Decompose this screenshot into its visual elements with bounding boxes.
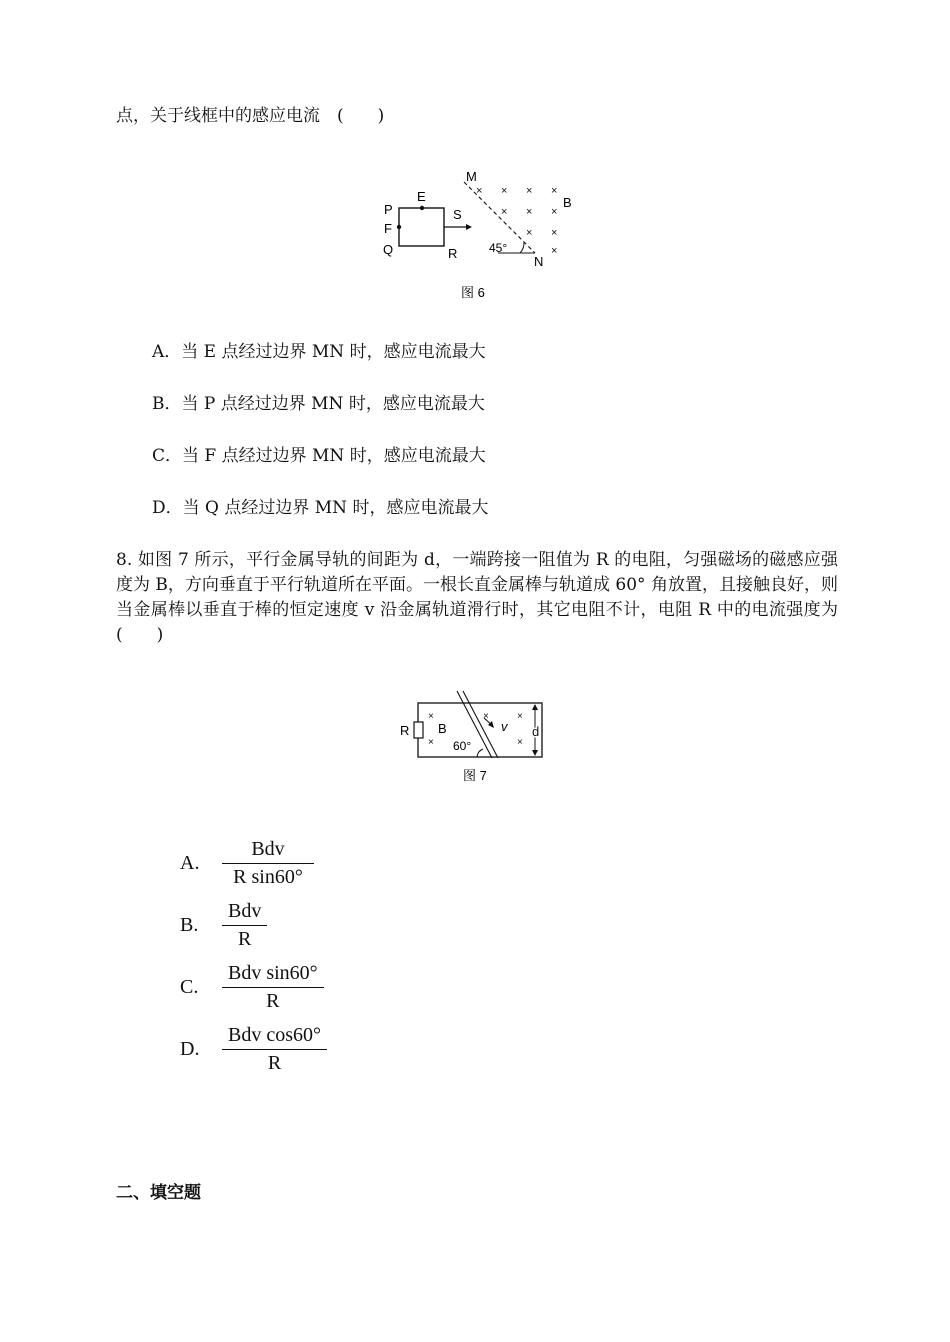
section-title-fill-in: 二、填空题: [116, 1183, 201, 1203]
q8-option-a: [180, 838, 314, 889]
figure-6: [370, 160, 600, 310]
label-q: Q: [383, 242, 394, 257]
option-label: A.: [180, 852, 200, 874]
q8-option-c: [180, 962, 324, 1013]
svg-text:×: ×: [526, 227, 533, 239]
point-e-dot: [420, 206, 424, 210]
label-e: E: [417, 189, 426, 204]
numerator: Bdv cos60°: [222, 1024, 327, 1050]
svg-text:×: ×: [517, 737, 523, 748]
figure-7-caption: 图 7: [463, 768, 487, 783]
dimension-d-bottom: [532, 750, 538, 756]
wire-loop: [399, 208, 444, 246]
label-r: R: [448, 246, 458, 261]
label-m: M: [466, 169, 477, 184]
q7-option-a: A．当 E 点经过边界 MN 时，感应电流最大: [152, 342, 486, 362]
resistor: [414, 722, 423, 738]
label-d: d: [532, 724, 540, 739]
angle-arc: [520, 242, 524, 253]
q8-option-b: [180, 900, 267, 951]
svg-text:×: ×: [526, 185, 533, 197]
dimension-d-top: [532, 704, 538, 710]
label-angle-45: 45°: [489, 241, 508, 255]
svg-text:×: ×: [551, 245, 558, 257]
numerator: Bdv: [222, 900, 267, 926]
option-label: D.: [180, 1038, 200, 1060]
svg-text:×: ×: [551, 206, 558, 218]
numerator: Bdv: [222, 838, 314, 864]
svg-text:×: ×: [526, 206, 533, 218]
point-f-dot: [397, 225, 401, 229]
label-f: F: [384, 221, 392, 236]
numerator: Bdv sin60°: [222, 962, 324, 988]
q7-option-c: C．当 F 点经过边界 MN 时，感应电流最大: [152, 446, 486, 466]
label-n: N: [534, 254, 544, 269]
label-s: S: [453, 207, 462, 222]
angle-arc-60: [477, 749, 483, 757]
denominator: R: [266, 990, 280, 1012]
question-7-intro: 点，关于线框中的感应电流 ( ): [116, 106, 385, 126]
svg-text:×: ×: [551, 185, 558, 197]
svg-text:×: ×: [428, 711, 434, 722]
velocity-arrowhead: [466, 224, 472, 230]
denominator: R: [267, 1052, 282, 1074]
svg-text:×: ×: [476, 185, 483, 197]
figure-7: [395, 688, 555, 788]
label-p: P: [384, 202, 393, 217]
label-r: R: [400, 723, 410, 738]
option-label: B.: [180, 914, 199, 936]
denominator: R sin60°: [233, 866, 303, 888]
svg-text:×: ×: [483, 711, 489, 722]
figure-6-caption: 图 6: [461, 285, 485, 300]
label-v: v: [501, 719, 508, 734]
svg-text:×: ×: [517, 711, 523, 722]
label-b: B: [438, 721, 447, 736]
svg-text:×: ×: [428, 737, 434, 748]
label-angle-60: 60°: [453, 739, 472, 753]
label-b: B: [563, 195, 572, 210]
q7-option-d: D．当 Q 点经过边界 MN 时，感应电流最大: [152, 498, 489, 518]
svg-text:×: ×: [501, 206, 508, 218]
rail-frame: [418, 703, 542, 757]
svg-text:×: ×: [551, 227, 558, 239]
q8-option-d: [180, 1024, 327, 1075]
denominator: R: [238, 928, 252, 950]
question-8-text: 8. 如图 7 所示，平行金属导轨的间距为 d，一端跨接一阻值为 R 的电阻，匀强磁场的磁感应强度为 B，方向垂直于平行轨道所在平面。一根长直金属棒与轨道成 60° 角放置，且接触良好，则当金属棒以垂直于棒的恒定速度 v 沿金属轨道滑行时，其它电阻不计，电阻 R 中的电流强度为 ( ): [116, 550, 855, 645]
q7-option-b: B．当 P 点经过边界 MN 时，感应电流最大: [152, 394, 485, 414]
svg-text:×: ×: [501, 185, 508, 197]
option-label: C.: [180, 976, 199, 998]
